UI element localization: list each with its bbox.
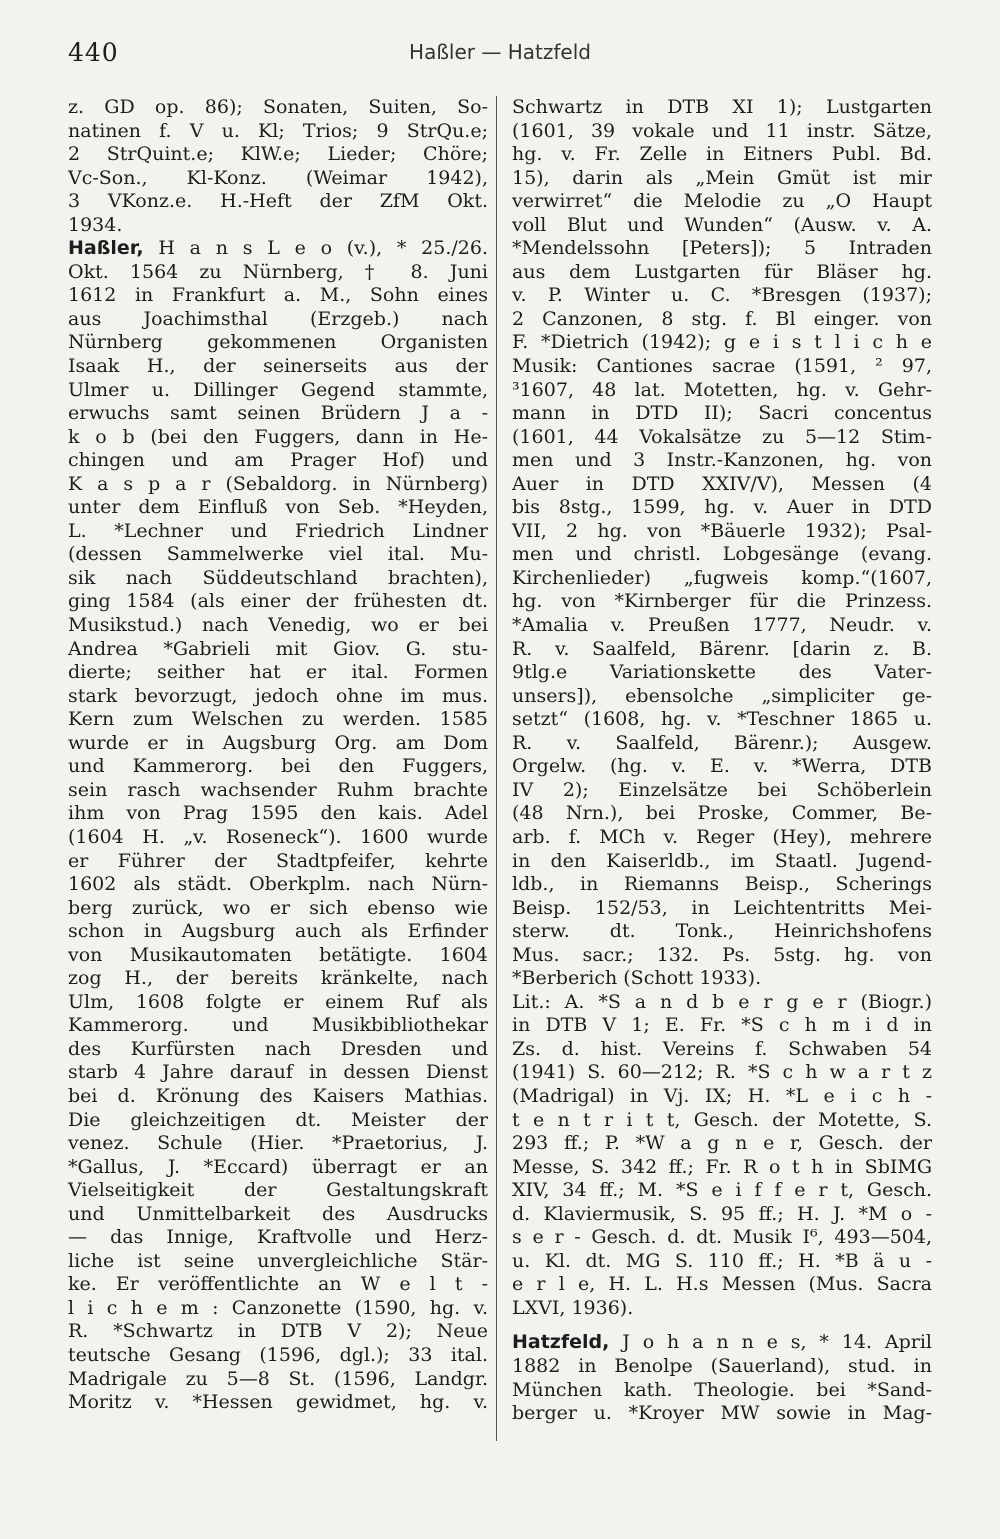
line-text: bis 8stg., 1599, hg. v. Auer in DTD [512,496,932,519]
line-text: sterw. dt. Tonk., Heinrichshofens [512,920,932,943]
line-text: t e n t r i t t, Gesch. der Motette, S. [512,1108,932,1131]
line-text: er Führer der Stadtpfeifer, kehrte [68,849,488,872]
line-text: und Unmittelbarkeit des Ausdrucks [68,1202,488,1225]
line-text: Kern zum Welschen zu werden. 1585 [68,708,488,731]
text-line [68,120,488,144]
line-text: 15), darin als „Mein Gmüt ist mir [512,166,932,189]
line-text: e r l e, H. L. H.s Messen (Mus. Sacra [512,1273,932,1296]
line-text: und Kammerorg. bei den Fuggers, [68,755,488,778]
text-line [512,873,932,897]
line-text: v. P. Winter u. C. *Bresgen (1937); [512,284,932,307]
text-line [68,802,488,826]
text-line [512,543,932,567]
line-text: Ulm, 1608 folgte er einem Ruf als [68,990,488,1013]
line-text: XIV, 34 ff.; M. *S e i f f e r t, Gesch. [512,1179,932,1202]
line-text: aus dem Lustgarten für Bläser hg. [512,260,932,283]
text-line [68,426,488,450]
text-line [512,826,932,850]
line-text: R. v. Saalfeld, Bärenr. [darin z. B. [512,637,932,660]
text-line [512,355,932,379]
line-text: ihm von Prag 1595 den kais. Adel [68,802,488,825]
line-text: 1882 in Benolpe (Sauerland), stud. in [512,1354,932,1377]
text-line [68,379,488,403]
text-line [68,1344,488,1368]
text-line [68,308,488,332]
text-line [512,284,932,308]
line-text: d. Klaviermusik, S. 95 ff.; H. J. *M o - [512,1202,932,1225]
line-text: setzt“ (1608, hg. v. *Teschner 1865 u. [512,708,932,731]
text-line [68,614,488,638]
line-text: IV 2); Einzelsätze bei Schöberlein [512,778,932,801]
line-text: Okt. 1564 zu Nürnberg, † 8. Juni [68,260,488,283]
line-text: Zs. d. hist. Vereins f. Schwaben 54 [512,1037,932,1060]
text-line [68,1391,488,1415]
text-line [512,685,932,709]
line-text: men und christl. Lobgesänge (evang. [512,543,932,566]
text-line [68,567,488,591]
line-text: Messe, S. 342 ff.; Fr. R o t h in SbIMG [512,1155,932,1178]
text-line [68,1368,488,1392]
text-line [512,1331,932,1355]
text-line [512,1402,932,1426]
line-text: u. Kl. dt. MG S. 110 ff.; H. *B ä u - [512,1249,932,1272]
text-line [512,567,932,591]
text-line [68,1156,488,1180]
text-line [68,873,488,897]
line-text: J o h a n n e s, * 14. April [609,1331,932,1354]
line-text: 293 ff.; P. *W a g n e r, Gesch. der [512,1132,932,1155]
line-text: Nürnberg gekommenen Organisten [68,331,488,354]
line-text: zog H., der bereits kränkelte, nach [68,967,488,990]
text-line [512,967,932,991]
text-line [68,143,488,167]
text-line [512,991,932,1015]
line-text: s e r - Gesch. d. dt. Musik I⁶, 493—504, [512,1226,932,1249]
text-line [68,1250,488,1274]
line-text: ke. Er veröffentlichte an W e l t - [68,1273,488,1296]
text-line [68,261,488,285]
line-text: 2 Canzonen, 8 stg. f. Bl einger. von [512,307,932,330]
text-line [68,661,488,685]
line-text: chingen und am Prager Hof) und [68,449,488,472]
line-text: schon in Augsburg auch als Erfinder [68,920,488,943]
line-text: (1601, 39 vokale und 11 instr. Sätze, [512,119,932,142]
line-text: Orgelw. (hg. v. E. v. *Werra, DTB [512,755,932,778]
line-text: sein rasch wachsender Ruhm brachte [68,778,488,801]
line-text: München kath. Theologie. bei *Sand- [512,1378,932,1401]
line-text: arb. f. MCh v. Reger (Hey), mehrere [512,825,932,848]
line-text: F. *Dietrich (1942); g e i s t l i c h e [512,331,932,354]
text-line [512,1132,932,1156]
line-text: 1612 in Frankfurt a. M., Sohn eines [68,284,488,307]
text-line [68,590,488,614]
text-line [68,826,488,850]
text-line [68,1273,488,1297]
line-text: ging 1584 (als einer der frühesten dt. [68,590,488,613]
text-line [512,1273,932,1297]
left-column [68,96,488,1415]
line-text: H a n s L e o (v.), * 25./26. [143,237,488,260]
line-text: *Berberich (Schott 1933). [512,967,762,990]
text-line [512,1250,932,1274]
text-line [512,190,932,214]
text-line [68,1179,488,1203]
line-text: venez. Schule (Hier. *Praetorius, J. [68,1132,488,1155]
text-line [512,308,932,332]
line-text: VII, 2 hg. von *Bäuerle 1932); Psal- [512,519,932,542]
line-text: wurde er in Augsburg Org. am Dom [68,731,488,754]
text-line [68,331,488,355]
line-text: erwuchs samt seinen Brüdern J a - [68,402,488,425]
text-line [512,897,932,921]
text-line [68,779,488,803]
text-line [68,685,488,709]
line-text: K a s p a r (Sebaldorg. in Nürnberg) [68,472,488,495]
line-text: (1601, 44 Vokalsätze zu 5—12 Stim- [512,425,932,448]
line-text: Schwartz in DTB XI 1); Lustgarten [512,96,932,118]
text-line [68,402,488,426]
text-line [68,190,488,214]
text-line [68,991,488,1015]
line-text: stark bevorzugt, jedoch ohne im mus. [68,684,488,707]
line-text: — das Innige, Kraftvolle und Herz- [68,1226,488,1249]
text-line [512,261,932,285]
line-text: voll Blut und Wunden“ (Ausw. v. A. [512,213,932,236]
running-head: Haßler — Hatzfeld [409,40,591,64]
text-line [512,708,932,732]
text-line [512,449,932,473]
line-text: sik nach Süddeutschland brachten), [68,566,488,589]
text-line [512,802,932,826]
text-line [512,331,932,355]
page-number: 440 [68,38,119,67]
line-text: Vc-Son., Kl-Konz. (Weimar 1942), [68,166,488,189]
text-line [68,1226,488,1250]
line-text: Lit.: A. *S a n d b e r g e r (Biogr.) [512,990,932,1013]
line-text: unter dem Einfluß von Seb. *Heyden, [68,496,488,519]
line-text: unsers]), ebensolche „simpliciter ge- [512,684,932,707]
line-text: von Musikautomaten betätigte. 1604 [68,943,488,966]
text-line [512,520,932,544]
text-line [512,944,932,968]
line-text: (1604 H. „v. Roseneck“). 1600 wurde [68,825,488,848]
line-text: 9tlg.e Variationskette des Vater- [512,661,932,684]
line-text: liche ist seine unvergleichliche Stär- [68,1249,488,1272]
line-text: Die gleichzeitigen dt. Meister der [68,1108,488,1131]
line-text: men und 3 Instr.-Kanzonen, hg. von [512,449,932,472]
line-text: Beisp. 152/53, in Leichtentritts Mei- [512,896,932,919]
text-line [512,779,932,803]
right-column [512,96,932,1426]
text-line [68,355,488,379]
line-text: Ulmer u. Dillinger Gegend stammte, [68,378,488,401]
line-text: verwirret“ die Melodie zu „O Haupt [512,190,932,213]
text-line [68,284,488,308]
text-line [68,167,488,191]
text-line [512,1109,932,1133]
line-text: Andrea *Gabrieli mit Giov. G. stu- [68,637,488,660]
text-line [68,897,488,921]
text-line [512,167,932,191]
text-line [512,1355,932,1379]
line-text: 2 StrQuint.e; KlW.e; Lieder; Chöre; [68,143,488,166]
line-text: Mus. sacr.; 132. Ps. 5stg. hg. von [512,943,932,966]
line-text: Musik: Cantiones sacrae (1591, ² 97, [512,355,932,378]
text-line [68,920,488,944]
line-text: hg. von *Kirnberger für die Prinzess. [512,590,932,613]
line-text: R. v. Saalfeld, Bärenr.); Ausgew. [512,731,932,754]
text-line [512,96,932,120]
line-text: ldb., in Riemanns Beisp., Scherings [512,873,932,896]
text-line [68,1297,488,1321]
line-text: Kirchenlieder) „fugweis komp.“(1607, [512,566,932,589]
text-line [512,402,932,426]
text-line [68,1132,488,1156]
line-text: Madrigale zu 5—8 St. (1596, Landgr. [68,1367,488,1390]
line-text: z. GD op. 86); Sonaten, Suiten, So- [68,96,488,118]
line-text: 3 VKonz.e. H.-Heft der ZfM Okt. [68,190,488,213]
text-line [512,1226,932,1250]
text-line [68,944,488,968]
line-text: in den Kaiserldb., im Staatl. Jugend- [512,849,932,872]
text-line [68,1061,488,1085]
text-line [68,496,488,520]
line-text: *Gallus, J. *Eccard) überragt er an [68,1155,488,1178]
line-text: ³1607, 48 lat. Motetten, hg. v. Gehr- [512,378,932,401]
line-text: R. *Schwartz in DTB V 2); Neue [68,1320,488,1343]
text-line [68,449,488,473]
text-line [512,1379,932,1403]
line-text: teutsche Gesang (1596, dgl.); 33 ital. [68,1343,488,1366]
text-line [512,379,932,403]
line-text: L. *Lechner und Friedrich Lindner [68,519,488,542]
text-line [512,1038,932,1062]
entry-headword: Hatzfeld, [512,1331,610,1354]
text-line [512,590,932,614]
line-text: Auer in DTD XXIV/V), Messen (4 [512,472,932,495]
text-line [512,1179,932,1203]
line-text: Vielseitigkeit der Gestaltungskraft [68,1179,488,1202]
text-line [512,496,932,520]
text-line [68,96,488,120]
line-text: des Kurfürsten nach Dresden und [68,1037,488,1060]
text-line [512,920,932,944]
line-text: LXVI, 1936). [512,1296,634,1319]
line-text: 1934. [68,213,123,236]
text-line [68,755,488,779]
line-text: Moritz v. *Hessen gewidmet, hg. v. [68,1391,488,1414]
text-line [512,237,932,261]
text-line [512,638,932,662]
text-line [68,1320,488,1344]
text-line [512,1203,932,1227]
line-text: 1602 als städt. Oberkplm. nach Nürn- [68,873,488,896]
line-text: starb 4 Jahre darauf in dessen Dienst [68,1061,488,1084]
text-line [512,1014,932,1038]
line-text: in DTB V 1; E. Fr. *S c h m i d in [512,1014,932,1037]
text-line [68,967,488,991]
text-line [68,1203,488,1227]
text-line [68,520,488,544]
line-text: Musikstud.) nach Venedig, wo er bei [68,614,488,637]
line-text: berg zurück, wo er sich ebenso wie [68,896,488,919]
text-line [512,850,932,874]
text-line [68,1038,488,1062]
line-text: natinen f. V u. Kl; Trios; 9 StrQu.e; [68,119,488,142]
line-text: (Madrigal) in Vj. IX; H. *L e i c h - [512,1084,932,1107]
line-text: k o b (bei den Fuggers, dann in He- [68,425,488,448]
text-line [68,1109,488,1133]
text-line [512,732,932,756]
text-line [512,214,932,238]
line-text: berger u. *Kroyer MW sowie in Mag- [512,1402,932,1425]
line-text: mann in DTD II); Sacri concentus [512,402,932,425]
text-line [512,1297,932,1321]
line-text: bei d. Krönung des Kaisers Mathias. [68,1084,488,1107]
text-line [512,661,932,685]
entry-headword: Haßler, [68,237,144,260]
text-line [512,1061,932,1085]
text-line [68,1085,488,1109]
text-line [68,638,488,662]
line-text: l i c h e m : Canzonette (1590, hg. v. [68,1296,488,1319]
line-text: dierte; seither hat er ital. Formen [68,661,488,684]
text-line [68,732,488,756]
line-text: *Amalia v. Preußen 1777, Neudr. v. [512,614,932,637]
text-line [512,1085,932,1109]
text-line [512,755,932,779]
text-line [68,237,488,261]
line-text: Kammerorg. und Musikbibliothekar [68,1014,488,1037]
text-line [68,214,488,238]
text-line [68,708,488,732]
line-text: *Mendelssohn [Peters]); 5 Intraden [512,237,932,260]
line-text: Isaak H., der seinerseits aus der [68,355,488,378]
text-line [512,426,932,450]
text-line [512,473,932,497]
text-line [68,1014,488,1038]
line-text: (dessen Sammelwerke viel ital. Mu- [68,543,488,566]
line-text: (1941) S. 60—212; R. *S c h w a r t z [512,1061,932,1084]
text-line [512,120,932,144]
text-line [512,614,932,638]
line-text: aus Joachimsthal (Erzgeb.) nach [68,307,488,330]
text-line [512,143,932,167]
text-line [68,473,488,497]
text-line [68,850,488,874]
text-line [68,543,488,567]
line-text: hg. v. Fr. Zelle in Eitners Publ. Bd. [512,143,932,166]
column-rule [496,96,497,1441]
text-line [512,1156,932,1180]
line-text: (48 Nrn.), bei Proske, Commer, Be- [512,802,932,825]
